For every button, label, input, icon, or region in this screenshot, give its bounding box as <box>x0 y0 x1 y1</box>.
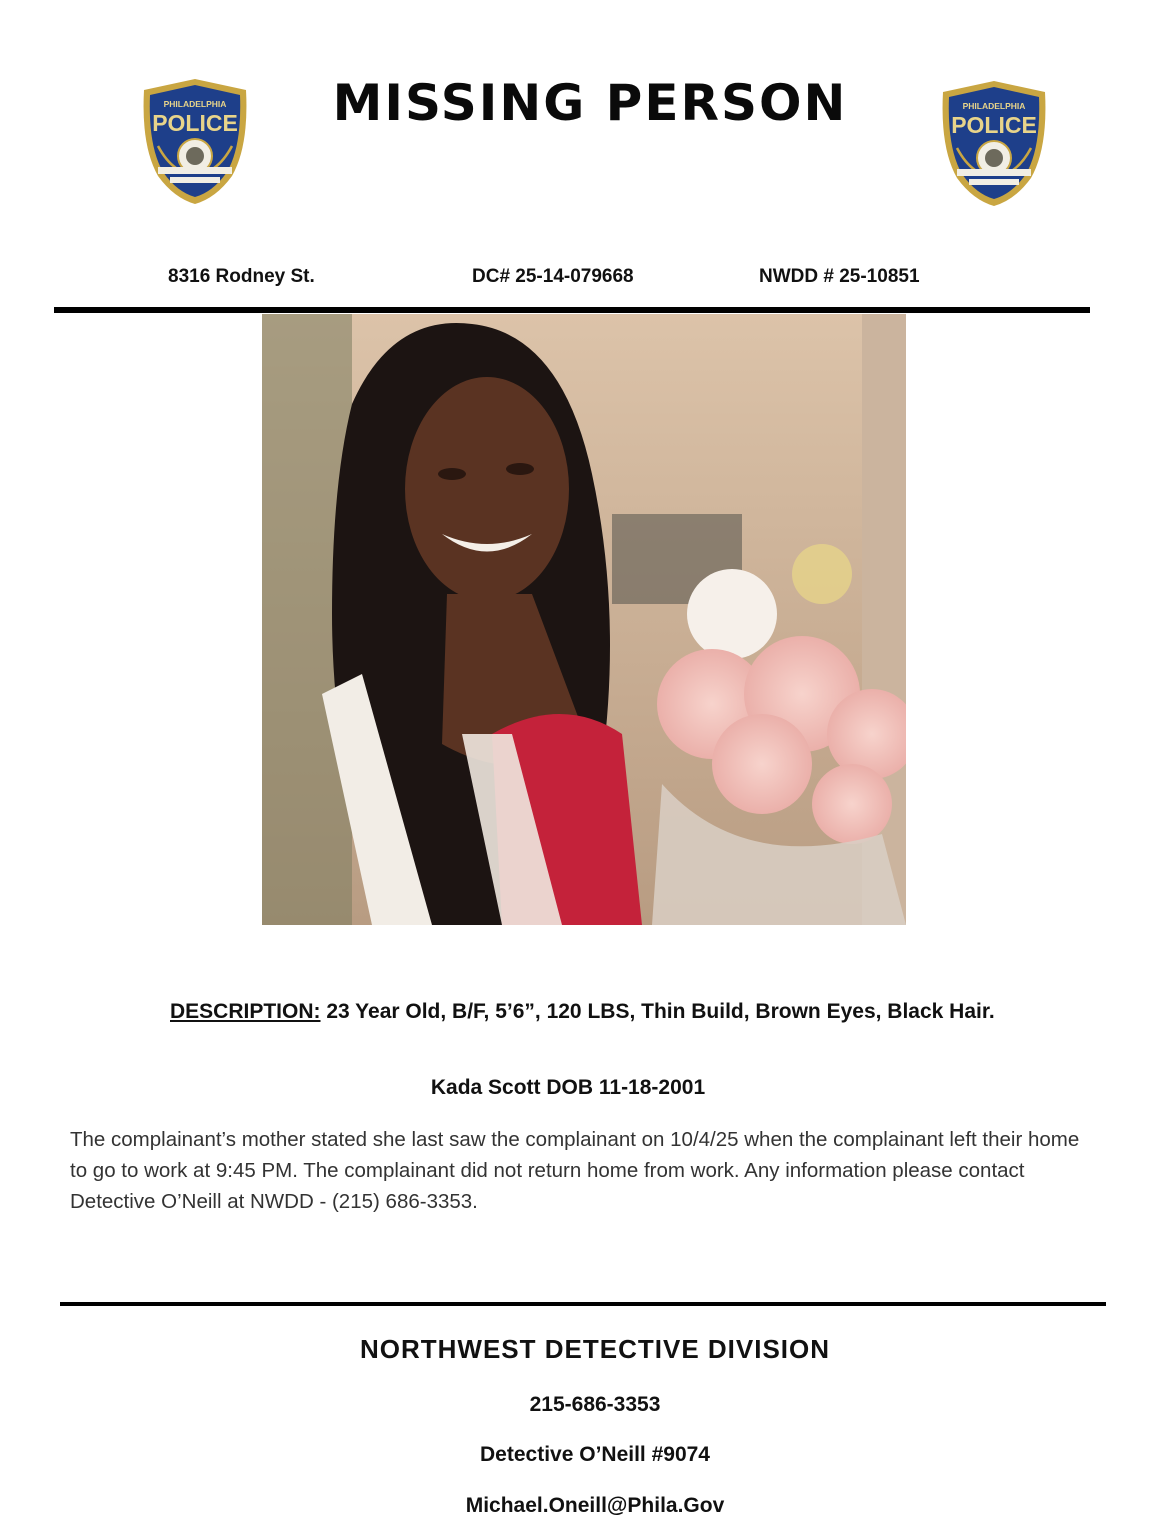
svg-text:PHILADELPHIA: PHILADELPHIA <box>163 99 227 109</box>
case-address: 8316 Rodney St. <box>168 266 315 287</box>
person-name-dob: Kada Scott DOB 11-18-2001 <box>430 1076 706 1099</box>
top-divider <box>54 307 1090 313</box>
narrative-paragraph: The complainant’s mother stated she last saw the complainant on 10/4/25 when the complainant left their home to go to work at 9:45 PM. The complainant did not return home from work. Any information please contact Detective O’Neill at NWDD - (215) 686-3353. <box>70 1128 1080 1213</box>
page-title: MISSING PERSON <box>332 74 848 132</box>
svg-text:PHILADELPHIA: PHILADELPHIA <box>962 101 1026 111</box>
badge-icon <box>935 78 1053 208</box>
svg-text:POLICE: POLICE <box>152 110 238 136</box>
dc-number: DC# 25-14-079668 <box>472 266 634 287</box>
philadelphia-police-badge-right <box>935 78 1053 208</box>
description-label: DESCRIPTION: <box>170 1000 321 1023</box>
division-phone: 215-686-3353 <box>529 1393 661 1416</box>
nwdd-number: NWDD # 25-10851 <box>759 266 920 287</box>
bottom-divider <box>60 1302 1106 1306</box>
division-title: NORTHWEST DETECTIVE DIVISION <box>359 1334 831 1364</box>
description <box>170 1000 995 1024</box>
description-text: 23 Year Old, B/F, 5’6”, 120 LBS, Thin Build, Brown Eyes, Black Hair. <box>320 1000 995 1023</box>
detective-email[interactable]: Michael.Oneill@Phila.Gov <box>465 1494 725 1517</box>
svg-text:POLICE: POLICE <box>951 112 1037 138</box>
person-photo-icon <box>262 314 906 925</box>
detective-name: Detective O’Neill #9074 <box>480 1443 710 1466</box>
missing-person-photo <box>262 314 906 925</box>
